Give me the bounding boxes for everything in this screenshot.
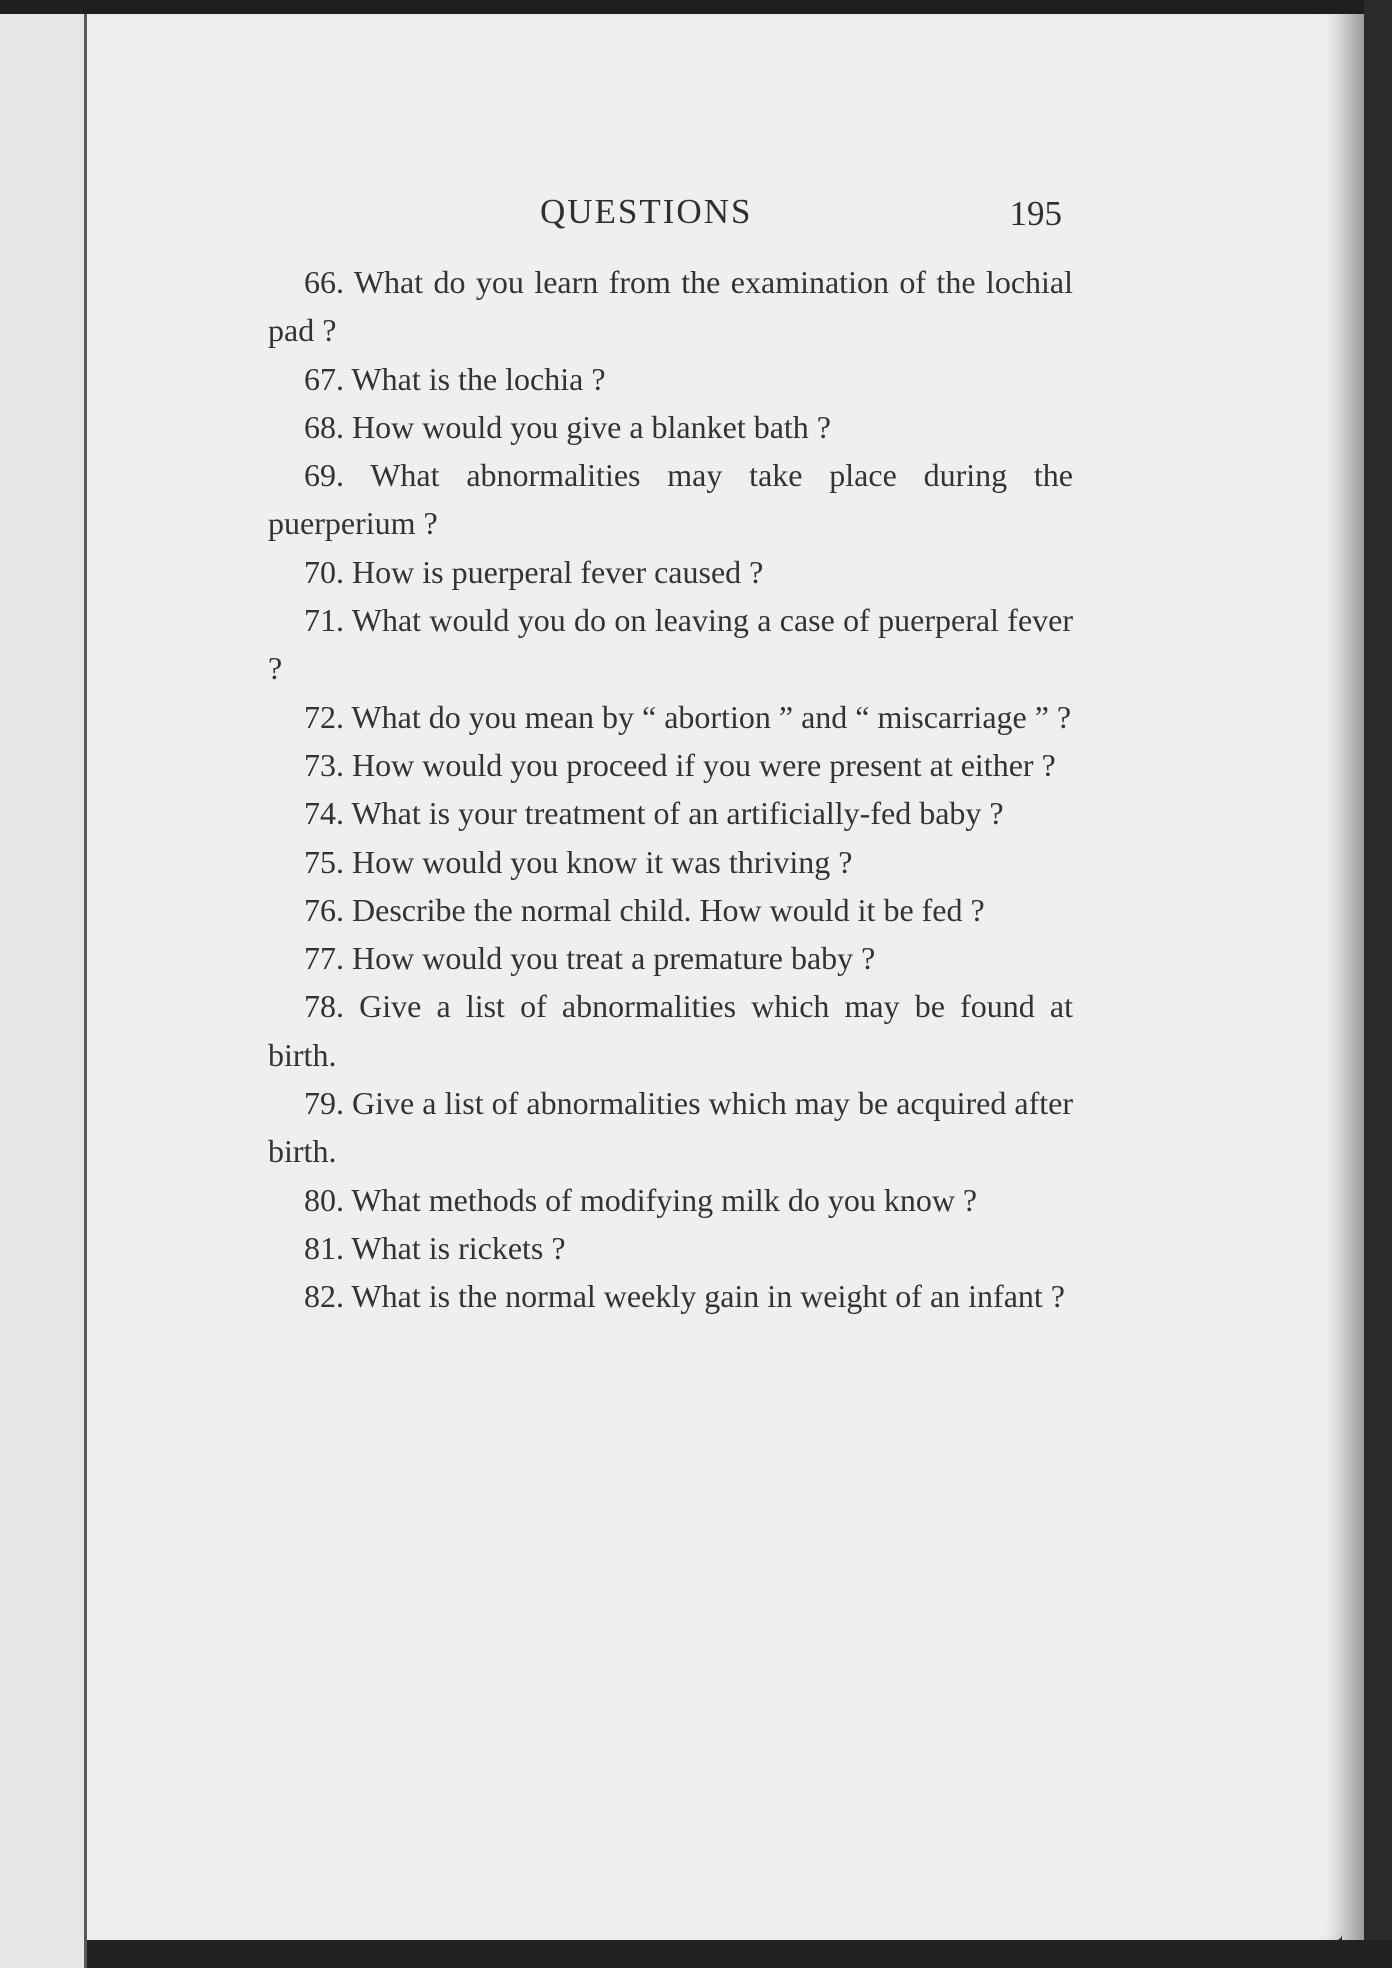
page-fore-edge — [1342, 14, 1364, 1940]
page-header — [540, 192, 1070, 242]
question-68: 68. How would you give a blanket bath ? — [304, 408, 831, 445]
question-66: 66. What do you learn from the examination of the lochial pad ? — [268, 264, 1073, 349]
running-head: QUESTIONS — [540, 192, 753, 231]
question-75: 75. How would you know it was thriving ? — [304, 843, 853, 880]
facing-page-edge — [0, 14, 87, 1968]
questions-list — [268, 258, 1073, 1321]
question-74: 74. What is your treatment of an artificially-fed baby ? — [304, 795, 1004, 832]
question-71: 71. What would you do on leaving a case of puerperal fever ? — [268, 602, 1073, 687]
question-70: 70. How is puerperal fever caused ? — [304, 553, 764, 590]
scan-border-top — [0, 0, 1392, 14]
scan-border-bottom — [87, 1940, 1392, 1968]
question-69: 69. What abnormalities may take place during the puerperium ? — [268, 457, 1073, 542]
book-cover-edge — [1364, 0, 1392, 1968]
question-76: 76. Describe the normal child. How would it be fed ? — [304, 891, 985, 928]
page-number: 195 — [1009, 194, 1062, 233]
question-78: 78. Give a list of abnormalities which may be found at birth. — [268, 988, 1073, 1073]
question-67: 67. What is the lochia ? — [304, 360, 606, 397]
question-72: 72. What do you mean by “ abortion ” and “ miscarriage ” ? — [304, 698, 1072, 735]
question-81: 81. What is rickets ? — [304, 1229, 566, 1266]
question-80: 80. What methods of modifying milk do you know ? — [304, 1181, 978, 1218]
question-82: 82. What is the normal weekly gain in weight of an infant ? — [304, 1278, 1065, 1315]
question-77: 77. How would you treat a premature baby ? — [304, 940, 876, 977]
question-79: 79. Give a list of abnormalities which may be acquired after birth. — [268, 1085, 1073, 1170]
question-73: 73. How would you proceed if you were present at either ? — [304, 746, 1056, 783]
